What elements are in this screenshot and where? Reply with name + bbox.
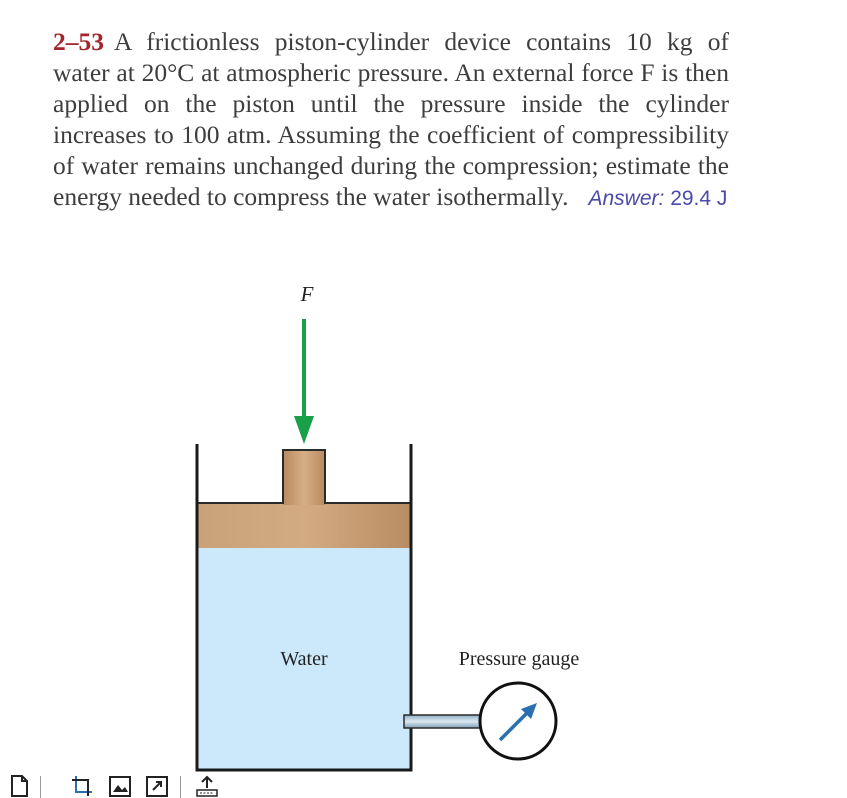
force-arrow <box>294 319 314 444</box>
piston-stem <box>283 450 325 505</box>
problem-number: 2–53 <box>53 27 104 56</box>
answer-label: Answer: <box>588 187 665 210</box>
crop-icon[interactable] <box>70 774 94 798</box>
problem-body: A frictionless piston-cylinder device contains 10 kg of water at 20°C at atmospheric pressure. An external force F is then applied on the piston until the pressure inside the cylinder increases to 100 atm. Assuming the coefficient of compressibility of water remains unchanged during the compression; estimate the energy needed to compress the water isothermally. <box>53 27 729 211</box>
image-icon[interactable] <box>108 774 132 798</box>
pressure-gauge-label: Pressure gauge <box>458 648 580 670</box>
gauge-pipe <box>404 715 482 728</box>
force-label: F <box>300 282 314 306</box>
upload-icon[interactable] <box>194 774 220 798</box>
piston-plate <box>197 503 411 548</box>
pressure-gauge-icon <box>480 683 556 759</box>
water-label: Water <box>280 648 328 670</box>
page-icon[interactable] <box>8 774 30 798</box>
toolbar-divider <box>180 776 181 798</box>
answer-value: 29.4 J <box>670 187 728 210</box>
viewer-toolbar <box>0 768 240 798</box>
expand-icon[interactable] <box>145 774 169 798</box>
toolbar-divider <box>40 776 41 798</box>
